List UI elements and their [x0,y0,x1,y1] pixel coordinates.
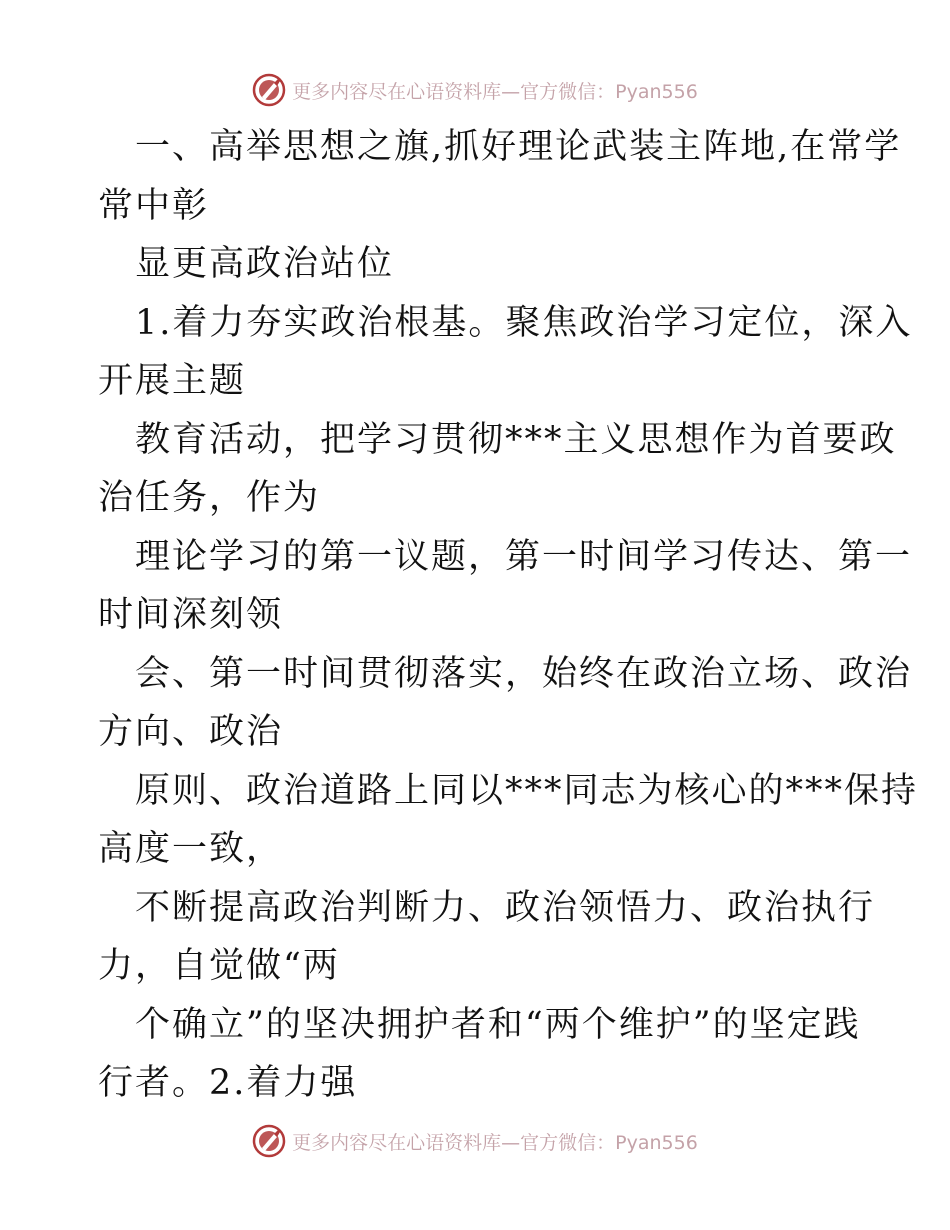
paragraph-line: 一、高举思想之旗,抓好理论武装主阵地,在常学 [135,127,902,167]
paragraph-line: 常中彰 [98,185,210,226]
paragraph-line: 行者。2.着力强 [98,1063,358,1103]
paragraph-line: 高度一致， [98,829,284,869]
paragraph-line: 原则、政治道路上同以***同志为核心的***保持 [135,770,919,811]
paragraph-line: 不断提高政治判断力、政治领悟力、政治执行 [135,887,876,928]
paragraph-line: 显更高政治站位 [135,244,395,284]
paragraph-line: 个确立”的坚决拥护者和“两个维护”的坚定践 [135,1004,861,1045]
paragraph-line: 教育活动，把学习贯彻***主义思想作为首要政 [135,419,897,460]
paragraph-line: 时间深刻领 [98,595,284,635]
paragraph-line: 开展主题 [98,361,247,401]
pen-logo-icon [252,73,286,107]
footer-watermark [0,1121,950,1161]
paragraph-line: 理论学习的第一议题，第一时间学习传达、第一 [135,536,913,577]
header-watermark [0,70,950,110]
watermark-text: 更多内容尽在心语资料库—官方微信：Pyan556 [292,80,698,103]
document-body [98,118,919,1113]
paragraph-line: 治任务，作为 [98,478,321,518]
paragraph-line: 方向、政治 [98,712,284,752]
pen-logo-icon [252,1124,286,1158]
paragraph-line: 会、第一时间贯彻落实，始终在政治立场、政治 [135,653,913,694]
paragraph-line: 1.着力夯实政治根基。聚焦政治学习定位，深入 [135,302,913,343]
watermark-text: 更多内容尽在心语资料库—官方微信：Pyan556 [292,1131,698,1154]
paragraph-line: 力，自觉做“两 [98,946,340,986]
